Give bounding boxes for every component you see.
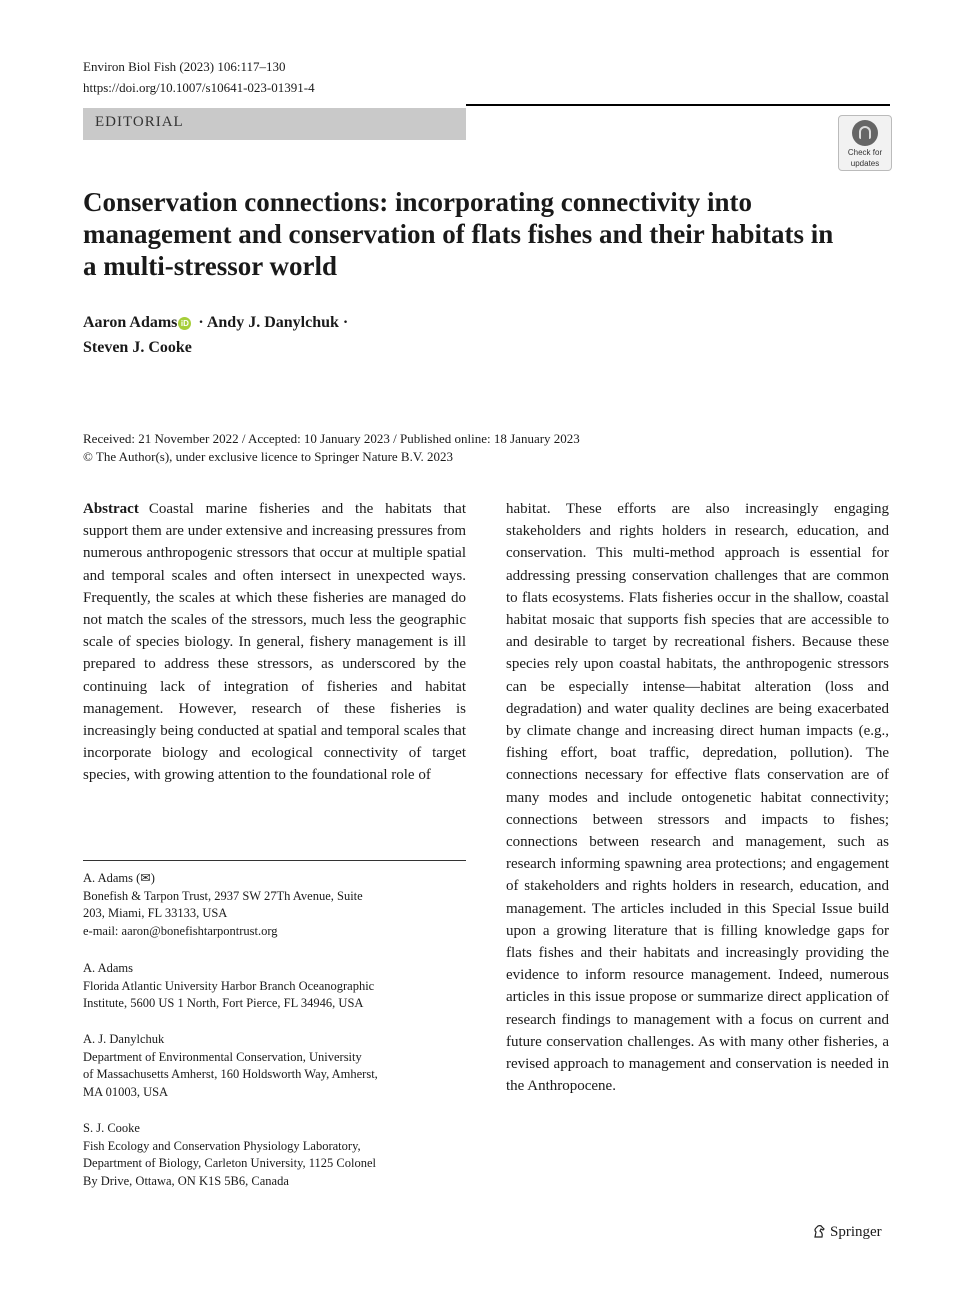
badge-line2: updates — [850, 159, 880, 168]
springer-horse-icon — [812, 1224, 826, 1238]
affiliation-line: Institute, 5600 US 1 North, Fort Pierce, FL 34946, USA — [83, 996, 364, 1010]
affiliation-line: By Drive, Ottawa, ON K1S 5B6, Canada — [83, 1173, 289, 1188]
publisher-logo — [812, 1220, 882, 1244]
section-band — [83, 108, 466, 140]
article-title: Conservation connections: incorporating connectivity into management and conservation of flats fishes and their habitats in a multi-stressor world — [83, 187, 834, 281]
affiliation-name: S. J. Cooke — [83, 1121, 140, 1135]
affiliation-name: A. Adams (✉) — [83, 871, 155, 885]
journal-header — [83, 56, 315, 98]
affiliation-block — [83, 1031, 466, 1101]
publication-dates — [83, 430, 783, 466]
author-danylchuk[interactable]: Andy J. Danylchuk — [206, 314, 339, 331]
doi-link[interactable]: https://doi.org/10.1007/s10641-023-01391-4 — [83, 80, 315, 95]
abstract-heading: Abstract — [83, 501, 139, 517]
author-separator: · — [338, 314, 349, 331]
dates-line: Received: 21 November 2022 / Accepted: 10 January 2023 / Published online: 18 January 2023 — [83, 431, 580, 446]
publisher-name: Springer — [830, 1224, 882, 1240]
affiliation-line: of Massachusetts Amherst, 160 Holdsworth Way, Amherst, — [83, 1067, 378, 1081]
copyright-line: © The Author(s), under exclusive licence to Springer Nature B.V. 2023 — [83, 449, 454, 464]
abstract-right-column — [506, 498, 889, 1097]
footnote-rule — [83, 860, 466, 861]
affiliation-name: A. J. Danylchuk — [83, 1032, 165, 1046]
affiliation-line: 203, Miami, FL 33133, USA — [83, 906, 228, 920]
journal-citation: Environ Biol Fish (2023) 106:117–130 — [83, 59, 286, 74]
affiliation-block — [83, 870, 466, 940]
orcid-icon[interactable]: iD — [178, 317, 191, 330]
affiliation-name: A. Adams — [83, 961, 133, 975]
affiliation-line: Department of Biology, Carleton University, 1125 Colonel — [83, 1156, 377, 1170]
header-rule — [466, 104, 890, 106]
affiliation-line: Florida Atlantic University Harbor Branch Oceanographic — [83, 978, 375, 993]
author-separator: · — [194, 314, 207, 331]
badge-line1: Check for — [847, 148, 883, 157]
affiliation-line: Department of Environmental Conservation, University — [83, 1049, 362, 1064]
affiliation-line: Bonefish & Tarpon Trust, 2937 SW 27Th Avenue, Suite — [83, 888, 363, 903]
check-for-updates-badge[interactable] — [838, 115, 892, 171]
affiliation-block — [83, 1120, 466, 1190]
abstract-text-left: Coastal marine fisheries and the habitats that support them are under extensive and increasing pressures from numerous anthropogenic stressors that occur at multiple spatial and temporal scales and often intersect in unexpected ways. Frequently, the scales at which these fisheries are managed do not match the scales of the stressors, much less the geographic scale of species biology. In general, fishery management is ill prepared to address these stressors, as underscored by the continuing lack of integration of fisheries and habitat management. However, research of these fisheries is increasingly being conducted at spatial and temporal scales that incorporate biology and ecological connectivity of target species, with growing attention to the foundational role of — [83, 501, 466, 784]
abstract-text-right: habitat. These efforts are also increasingly engaging stakeholders and rights holders in research, education, and conservation. This multi-method approach is essential for addressing pressing conservation challenges that are common to flats ecosystems. Flats fisheries occur in the shallow, coastal habitat mosaic that supports fish species that are accessible to and desirable to target by recreational fishers. Because these species rely upon coastal habitats, the anthropogenic stressors can be especially intense—habitat alteration (loss and degradation) and water quality declines are being exacerbated by climate change and increasing direct human impacts (e.g., fishing effort, boat traffic, depredation, pollution). The connections necessary for effective flats conservation are of many modes and include ontogenetic habitat connectivity; connections between stressors and impacts to fishes; connections between research and management, such as research informing spawning area protections; and engagement of stakeholders and rights holders in research, education, and management. The articles included in this Special Issue build upon a growing literature that is filling knowledge gaps for flats fishes and their habitats and increasingly providing the evidence to inform resource management. Indeed, numerous articles in this issue propose or summarize direct application of research findings to management with a focus on current and future conservation challenges. As with many other fisheries, a revised approach to management and conservation is needed in the Anthropocene. — [506, 501, 889, 1095]
author-adams[interactable]: Aaron Adams — [83, 314, 178, 331]
section-label: EDITORIAL — [95, 114, 184, 130]
author-cooke[interactable]: Steven J. Cooke — [83, 339, 192, 356]
affiliation-block — [83, 960, 466, 1013]
author-list — [83, 310, 503, 360]
email-link[interactable]: e-mail: aaron@bonefishtarpontrust.org — [83, 923, 278, 938]
bookmark-icon — [852, 120, 878, 146]
abstract-left-column — [83, 498, 466, 787]
affiliation-line: Fish Ecology and Conservation Physiology Laboratory, — [83, 1138, 361, 1153]
affiliation-line: MA 01003, USA — [83, 1084, 169, 1099]
